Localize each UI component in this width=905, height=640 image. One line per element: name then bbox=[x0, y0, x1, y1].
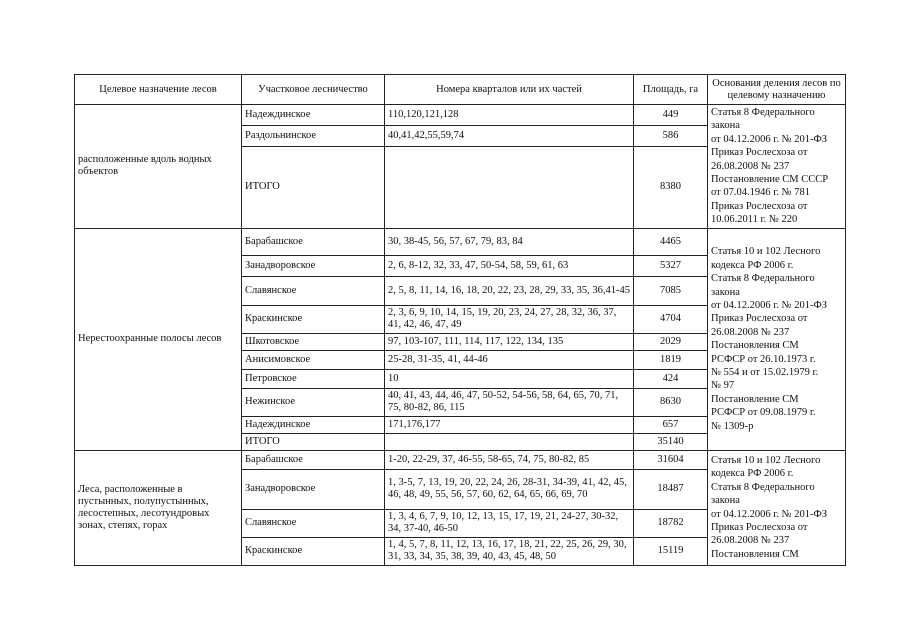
basis-line: № 554 и от 15.02.1979 г. bbox=[711, 366, 819, 378]
quarters-cell: 1, 3-5, 7, 13, 19, 20, 22, 24, 26, 28-31, 34-39, 41, 42, 45, 46, 48, 49, 55, 56, 57, 60, 62, 64, 65, 66, 69, 70 bbox=[385, 469, 634, 509]
quarters-cell: 97, 103-107, 111, 114, 117, 122, 134, 135 bbox=[385, 333, 634, 350]
area-cell: 18487 bbox=[634, 469, 708, 509]
quarters-cell: 2, 6, 8-12, 32, 33, 47, 50-54, 58, 59, 61, 63 bbox=[385, 255, 634, 276]
area-cell: 4465 bbox=[634, 228, 708, 255]
basis-line: Статья 8 Федерального bbox=[711, 273, 815, 285]
area-cell: 586 bbox=[634, 125, 708, 147]
area-cell: 1819 bbox=[634, 350, 708, 369]
table-row bbox=[75, 105, 846, 126]
forestry-cell: Краскинское bbox=[242, 537, 385, 565]
forestry-cell: Петровское bbox=[242, 369, 385, 388]
basis-line: № 97 bbox=[711, 380, 735, 392]
header-basis: Основания деления лесов по целевому назначению bbox=[708, 75, 846, 105]
basis-line: 26.08.2008 № 237 bbox=[711, 535, 790, 547]
basis-line: от 07.04.1946 г. № 781 bbox=[711, 187, 810, 199]
basis-line: Приказ Рослесхоза от bbox=[711, 200, 808, 212]
header-purpose: Целевое назначение лесов bbox=[75, 75, 242, 105]
quarters-cell: 10 bbox=[385, 369, 634, 388]
quarters-cell: 40, 41, 43, 44, 46, 47, 50-52, 54-56, 58, 64, 65, 70, 71, 75, 80-82, 86, 115 bbox=[385, 388, 634, 416]
area-cell: 657 bbox=[634, 416, 708, 433]
quarters-cell: 30, 38-45, 56, 57, 67, 79, 83, 84 bbox=[385, 228, 634, 255]
table-row bbox=[75, 450, 846, 469]
basis-line: Постановления СМ bbox=[711, 340, 799, 352]
basis-line: Приказ Рослесхоза от bbox=[711, 147, 808, 159]
area-cell: 18782 bbox=[634, 509, 708, 537]
total-label: ИТОГО bbox=[242, 147, 385, 228]
area-cell: 2029 bbox=[634, 333, 708, 350]
table-row bbox=[75, 228, 846, 255]
total-label: ИТОГО bbox=[242, 433, 385, 450]
area-cell: 31604 bbox=[634, 450, 708, 469]
quarters-cell: 2, 3, 6, 9, 10, 14, 15, 19, 20, 23, 24, 27, 28, 32, 36, 37, 41, 42, 46, 47, 49 bbox=[385, 305, 634, 333]
forestry-cell: Шкотовское bbox=[242, 333, 385, 350]
forestry-cell: Барабашское bbox=[242, 228, 385, 255]
basis-line: РСФСР от 09.08.1979 г. bbox=[711, 407, 816, 419]
basis-line: 26.08.2008 № 237 bbox=[711, 160, 790, 172]
area-cell: 8630 bbox=[634, 388, 708, 416]
basis-line: Статья 10 и 102 Лесного bbox=[711, 246, 821, 258]
basis-line: Постановления СМ bbox=[711, 548, 799, 560]
basis-line: закона bbox=[711, 120, 740, 132]
basis-line: Постановление СМ bbox=[711, 393, 799, 405]
basis-line: от 04.12.2006 г. № 201-ФЗ bbox=[711, 299, 828, 311]
basis-line: 26.08.2008 № 237 bbox=[711, 326, 790, 338]
forestry-cell: Занадворовское bbox=[242, 469, 385, 509]
basis-line: № 1309-р bbox=[711, 420, 754, 432]
forestry-cell: Нежинское bbox=[242, 388, 385, 416]
forestry-cell: Занадворовское bbox=[242, 255, 385, 276]
basis-line: Постановление СМ СССР bbox=[711, 174, 829, 186]
quarters-cell: 40,41,42,55,59,74 bbox=[385, 125, 634, 147]
basis-line: РСФСР от 26.10.1973 г. bbox=[711, 353, 816, 365]
quarters-cell: 171,176,177 bbox=[385, 416, 634, 433]
basis-line: Статья 8 Федерального bbox=[711, 481, 815, 493]
total-value: 8380 bbox=[634, 147, 708, 228]
forestry-cell: Краскинское bbox=[242, 305, 385, 333]
basis-line: 10.06.2011 г. № 220 bbox=[711, 214, 798, 226]
area-cell: 424 bbox=[634, 369, 708, 388]
header-quarters: Номера кварталов или их частей bbox=[385, 75, 634, 105]
quarters-cell: 25-28, 31-35, 41, 44-46 bbox=[385, 350, 634, 369]
area-cell: 7085 bbox=[634, 276, 708, 305]
forestry-cell: Анисимовское bbox=[242, 350, 385, 369]
basis-cell bbox=[708, 450, 846, 565]
quarters-cell: 110,120,121,128 bbox=[385, 105, 634, 126]
quarters-cell bbox=[385, 433, 634, 450]
basis-line: Приказ Рослесхоза от bbox=[711, 313, 808, 325]
basis-line: от 04.12.2006 г. № 201-ФЗ bbox=[711, 508, 828, 520]
purpose-cell: Леса, расположенные в пустынных, полупустынных, лесостепных, лесотундровых зонах, степях, горах bbox=[75, 450, 242, 565]
basis-line: кодекса РФ 2006 г. bbox=[711, 468, 794, 480]
quarters-cell: 2, 5, 8, 11, 14, 16, 18, 20, 22, 23, 28, 29, 33, 35, 36,41-45 bbox=[385, 276, 634, 305]
basis-line: закона bbox=[711, 495, 740, 507]
area-cell: 15119 bbox=[634, 537, 708, 565]
forest-purpose-table bbox=[74, 74, 846, 566]
forestry-cell: Надеждинское bbox=[242, 105, 385, 126]
basis-line: закона bbox=[711, 286, 740, 298]
forestry-cell: Надеждинское bbox=[242, 416, 385, 433]
basis-line: Статья 10 и 102 Лесного bbox=[711, 455, 821, 467]
header-row bbox=[75, 75, 846, 105]
quarters-cell: 1, 4, 5, 7, 8, 11, 12, 13, 16, 17, 18, 21, 22, 25, 26, 29, 30, 31, 33, 34, 35, 38, 39, 40, 43, 45, 48, 50 bbox=[385, 537, 634, 565]
area-cell: 4704 bbox=[634, 305, 708, 333]
purpose-cell: Нерестоохранные полосы лесов bbox=[75, 228, 242, 450]
header-forestry: Участковое лесничество bbox=[242, 75, 385, 105]
basis-line: от 04.12.2006 г. № 201-ФЗ bbox=[711, 133, 828, 145]
basis-line: Статья 8 Федерального bbox=[711, 107, 815, 118]
basis-cell bbox=[708, 105, 846, 229]
basis-line: Приказ Рослесхоза от bbox=[711, 522, 808, 534]
area-cell: 449 bbox=[634, 105, 708, 126]
header-area: Площадь, га bbox=[634, 75, 708, 105]
forestry-cell: Раздольнинское bbox=[242, 125, 385, 147]
total-value: 35140 bbox=[634, 433, 708, 450]
quarters-cell bbox=[385, 147, 634, 228]
purpose-cell: расположенные вдоль водных объектов bbox=[75, 105, 242, 229]
area-cell: 5327 bbox=[634, 255, 708, 276]
quarters-cell: 1-20, 22-29, 37, 46-55, 58-65, 74, 75, 80-82, 85 bbox=[385, 450, 634, 469]
basis-line: кодекса РФ 2006 г. bbox=[711, 259, 794, 271]
basis-cell bbox=[708, 228, 846, 450]
quarters-cell: 1, 3, 4, 6, 7, 9, 10, 12, 13, 15, 17, 19, 21, 24-27, 30-32, 34, 37-40, 46-50 bbox=[385, 509, 634, 537]
forestry-cell: Славянское bbox=[242, 509, 385, 537]
forestry-cell: Барабашское bbox=[242, 450, 385, 469]
forestry-cell: Славянское bbox=[242, 276, 385, 305]
